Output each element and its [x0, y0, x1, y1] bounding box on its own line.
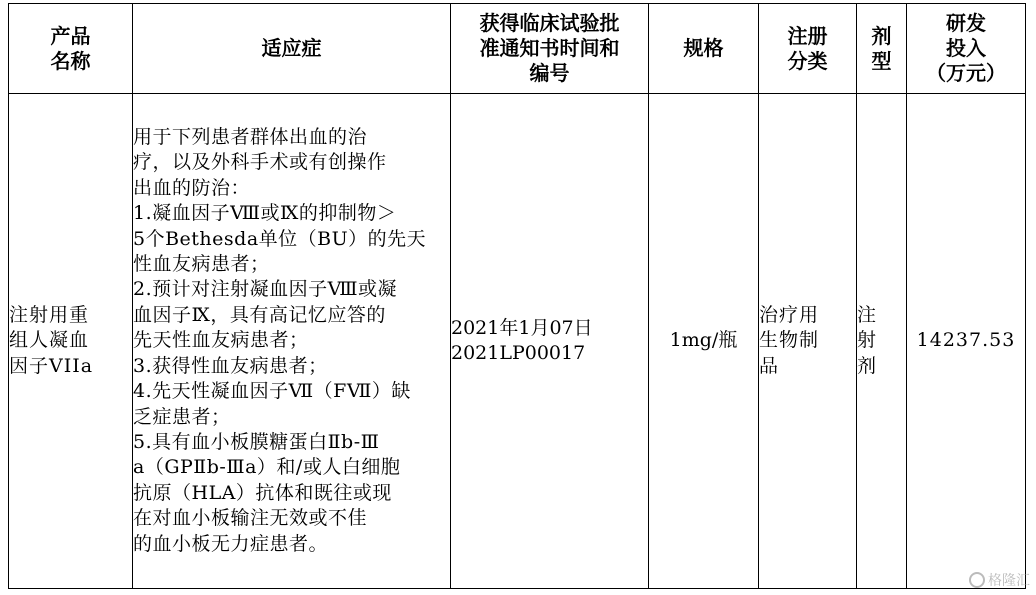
header-text: 注册	[787, 23, 828, 48]
cell-product-name	[9, 94, 133, 589]
header-approval	[451, 4, 649, 94]
header-text: 剂	[871, 23, 892, 48]
indication-line: 3.获得性血友病患者；	[133, 354, 328, 377]
cell-text: 注射用重	[9, 303, 90, 326]
indication-line: 性血友病患者；	[133, 253, 270, 276]
cell-approval	[451, 94, 649, 589]
header-text: （万元）	[926, 61, 1006, 85]
indication-line: 抗原（HLA）抗体和既往或现	[133, 481, 392, 504]
header-indication	[133, 4, 451, 94]
cell-text: 射	[857, 329, 878, 352]
header-text: 投入	[946, 36, 986, 60]
header-investment	[907, 4, 1026, 94]
cell-indication	[133, 94, 451, 589]
header-product-name	[9, 4, 133, 94]
cell-form	[857, 94, 907, 589]
cell-text: 品	[759, 354, 780, 377]
cell-text: 因子VIIa	[9, 354, 94, 377]
approval-date: 2021年1月07日	[451, 316, 593, 339]
indication-line: 出血的防治：	[133, 176, 251, 199]
header-text: 准通知书时间和	[479, 36, 620, 60]
header-text: 研发	[946, 11, 986, 35]
header-text: 获得临床试验批	[479, 11, 620, 35]
header-category	[759, 4, 857, 94]
indication-line: 2.预计对注射凝血因子Ⅷ或凝	[133, 278, 398, 301]
indication-line: 血因子Ⅸ，具有高记忆应答的	[133, 303, 386, 326]
indication-line: 疗，以及外科手术或有创操作	[133, 151, 387, 174]
header-text: 分类	[787, 48, 828, 73]
cell-spec	[649, 94, 759, 589]
cell-category	[759, 94, 857, 589]
indication-line: 4.先天性凝血因子Ⅶ（FⅦ）缺	[133, 380, 411, 403]
header-spec	[649, 4, 759, 94]
header-row	[9, 4, 1026, 94]
table-row	[9, 94, 1026, 589]
indication-line: 用于下列患者群体出血的治	[133, 126, 368, 149]
cell-text: 剂	[857, 354, 878, 377]
indication-line: 5.具有血小板膜糖蛋白Ⅱb-Ⅲ	[133, 430, 380, 453]
cell-investment	[907, 94, 1026, 589]
indication-line: a（GPⅡb-Ⅲa）和/或人白细胞	[133, 456, 401, 479]
header-text: 产品	[50, 23, 91, 48]
gelonghui-logo-icon	[969, 572, 985, 588]
cell-text: 治疗用	[759, 303, 820, 326]
cell-text: 组人凝血	[9, 329, 90, 352]
indication-line: 先天性血友病患者；	[133, 329, 309, 352]
header-text: 型	[871, 48, 892, 73]
indication-line: 乏症患者；	[133, 405, 231, 428]
cell-text: 生物制	[759, 329, 820, 352]
spec-value: 1mg/瓶	[669, 329, 738, 352]
investment-value: 14237.53	[916, 329, 1016, 352]
indication-line: 在对血小板输注无效或不佳	[133, 507, 368, 530]
header-form	[857, 4, 907, 94]
header-text: 编号	[529, 61, 570, 85]
header-text: 适应症	[261, 36, 322, 60]
header-text: 名称	[50, 48, 91, 73]
watermark-text: 格隆汇	[988, 573, 1030, 589]
indication-line: 1.凝血因子Ⅷ或Ⅸ的抑制物＞	[133, 202, 397, 225]
watermark	[969, 570, 1030, 590]
indication-line: 的血小板无力症患者。	[133, 532, 329, 555]
product-table	[8, 3, 1026, 589]
approval-number: 2021LP00017	[451, 342, 586, 364]
header-text: 规格	[683, 36, 724, 60]
cell-text: 注	[857, 303, 878, 326]
indication-line: 5个Bethesda单位（BU）的先天	[133, 227, 427, 250]
